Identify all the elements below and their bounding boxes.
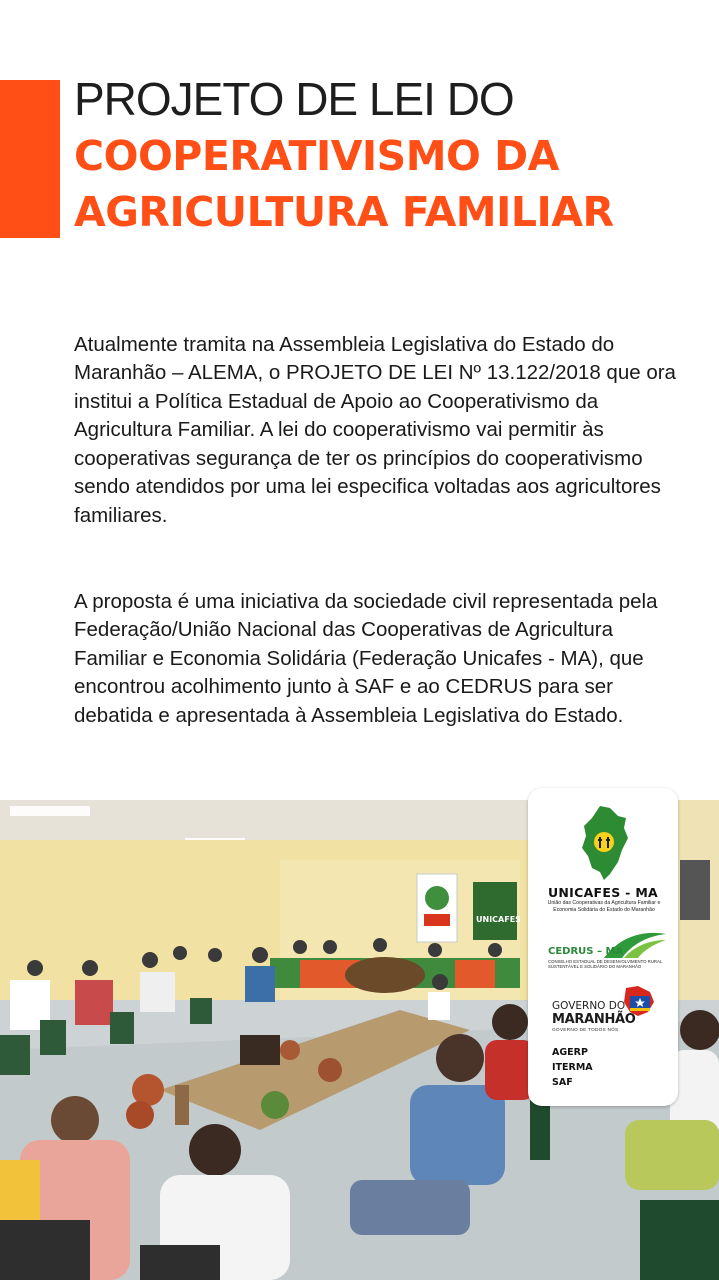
agency-agerp: AGERP: [552, 1047, 588, 1058]
page-title: [74, 70, 714, 240]
title-line-2: COOPERATIVISMO DA: [74, 132, 559, 180]
title-line-1: PROJETO DE LEI DO: [74, 73, 514, 125]
governo-logo-subtitle: GOVERNO DE TODOS NÓS: [552, 1028, 619, 1033]
partner-logos-card: [528, 788, 678, 1106]
cedrus-logo-name: CEDRUS – MA: [548, 946, 624, 957]
accent-bar: [0, 80, 60, 238]
unicafes-logo-name: UNICAFES - MA: [547, 885, 659, 900]
maranhao-map-icon: [578, 804, 630, 882]
governo-logo-main: MARANHÃO: [552, 1012, 636, 1027]
title-line-3: AGRICULTURA FAMILIAR: [74, 188, 614, 236]
agency-iterma: ITERMA: [552, 1062, 593, 1073]
photo-banner-text: UNICAFES: [476, 915, 521, 924]
unicafes-logo-subtitle: União das Cooperativas da Agricultura Familiar e Economia Solidária do Estado do Maranhão: [547, 900, 661, 913]
body-paragraph-2: A proposta é uma iniciativa da sociedade civil representada pela Federação/União Nacional das Cooperativas de Agricultura Familiar e Economia Solidária (Federação Unicafes - MA), que encontrou acolhimento junto à SAF e ao CEDRUS para ser debatida e apresentada à Assembleia Legislativa do Estado.: [74, 589, 658, 727]
governo-logo-top: GOVERNO DO: [552, 1000, 626, 1012]
body-paragraph-1: Atualmente tramita na Assembleia Legislativa do Estado do Maranhão – ALEMA, o PROJETO DE LEI Nº 13.122/2018 que ora institui a Política Estadual de Apoio ao Cooperativismo da Agricultura Familiar. A lei do cooperativismo vai permitir às cooperativas segurança de ter os princípios do cooperativismo sendo atendidos por uma lei especifica voltadas aos agricultores familiares.: [74, 332, 676, 527]
agency-saf: SAF: [552, 1077, 573, 1088]
cedrus-logo-subtitle: CONSELHO ESTADUAL DE DESENVOLVIMENTO RURAL SUSTENTÁVEL E SOLIDÁRIO DO MARANHÃO: [548, 959, 663, 970]
